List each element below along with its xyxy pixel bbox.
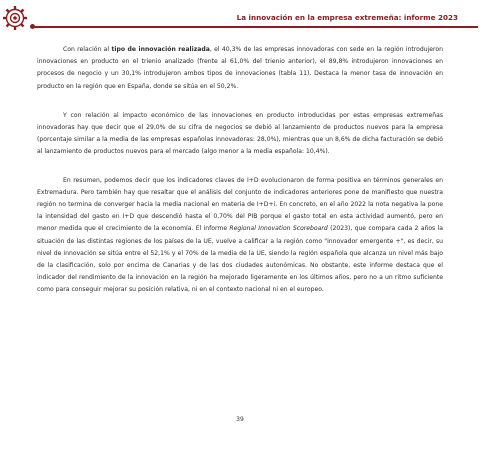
- text-run: Con relación al: [63, 46, 112, 53]
- text-run: (2023), que compara cada 2 años la situación de las distintas regiones de los países de la UE, vuelve a calificar a la región como "innovador emergente +", es decir, su nivel de innovación se sitúa entre el 52,1% y el 70% de la media de la UE, siendo la región española que alcanza un nivel más bajo de la clasificación, solo por encima de Canarias y de las dos ciudades autonómicas. No obstante, este informe destaca que el indicador del rendimiento de la innovación en la región ha mejorado ligeramente en los últimos años, pero no a un ritmo suficiente como para conseguir mejorar su posición relativa, ni en el contexto nacional ni en el europeo.: [37, 225, 443, 294]
- report-title: Regional Innovation Scoreboard: [229, 225, 328, 233]
- page-header: [0, 0, 480, 34]
- text-run: , el 40,3% de las empresas innovadoras con sede en la región introdujeron innovaciones en producto en el trienio analizado (frente al 61,0% del trienio anterior), el 89,8% introdujeron innovaciones en procesos de negocio y un 30,1% introdujeron ambos tipos de innovaciones (tabla 11). Destaca la menor tasa de innovación en producto en la región que en España, donde se sitúa en el 50,2%.: [37, 46, 444, 90]
- text-run: En resumen, podemos decir que los indicadores claves de I+D evolucionaron de forma positiva en términos generales en Extremadura. Pero también hay que resaltar que el análisis del conjunto de indicadores anteriores pone de manifiesto que nuestra región no termina de converger hacia la media nacional en materia de I+D+i. En concreto, en el año 2022 la nota negativa la pone la intensidad del gasto en I+D que descendió hasta el 0,70% del PIB porque el gasto total en esta actividad aumentó, pero en menor medida que el crecimiento de la economía. El informe: [37, 176, 443, 233]
- header-title: La innovación en la empresa extremeña: informe 2023: [236, 13, 458, 22]
- paragraph: [37, 44, 443, 93]
- paragraph: [37, 175, 443, 297]
- gear-seal-icon: [2, 5, 28, 31]
- header-rule: [32, 26, 478, 28]
- body-text: [37, 44, 443, 314]
- paragraph: Y con relación al impacto económico de las innovaciones en producto introducidas por estas empresas extremeñas innovadoras hay que decir que el 29,0% de su cifra de negocios se debió al lanzamiento de productos nuevos para la empresa (porcentaje similar a la media de las empresas españolas innovadoras: 28,0%), mientras que un 8,6% de dicha facturación se debió al lanzamiento de productos nuevos para el mercado (algo menor a la media española: 10,4%).: [37, 111, 443, 156]
- page-number: 39: [236, 416, 244, 423]
- bold-term: tipo de innovación realizada: [111, 46, 210, 53]
